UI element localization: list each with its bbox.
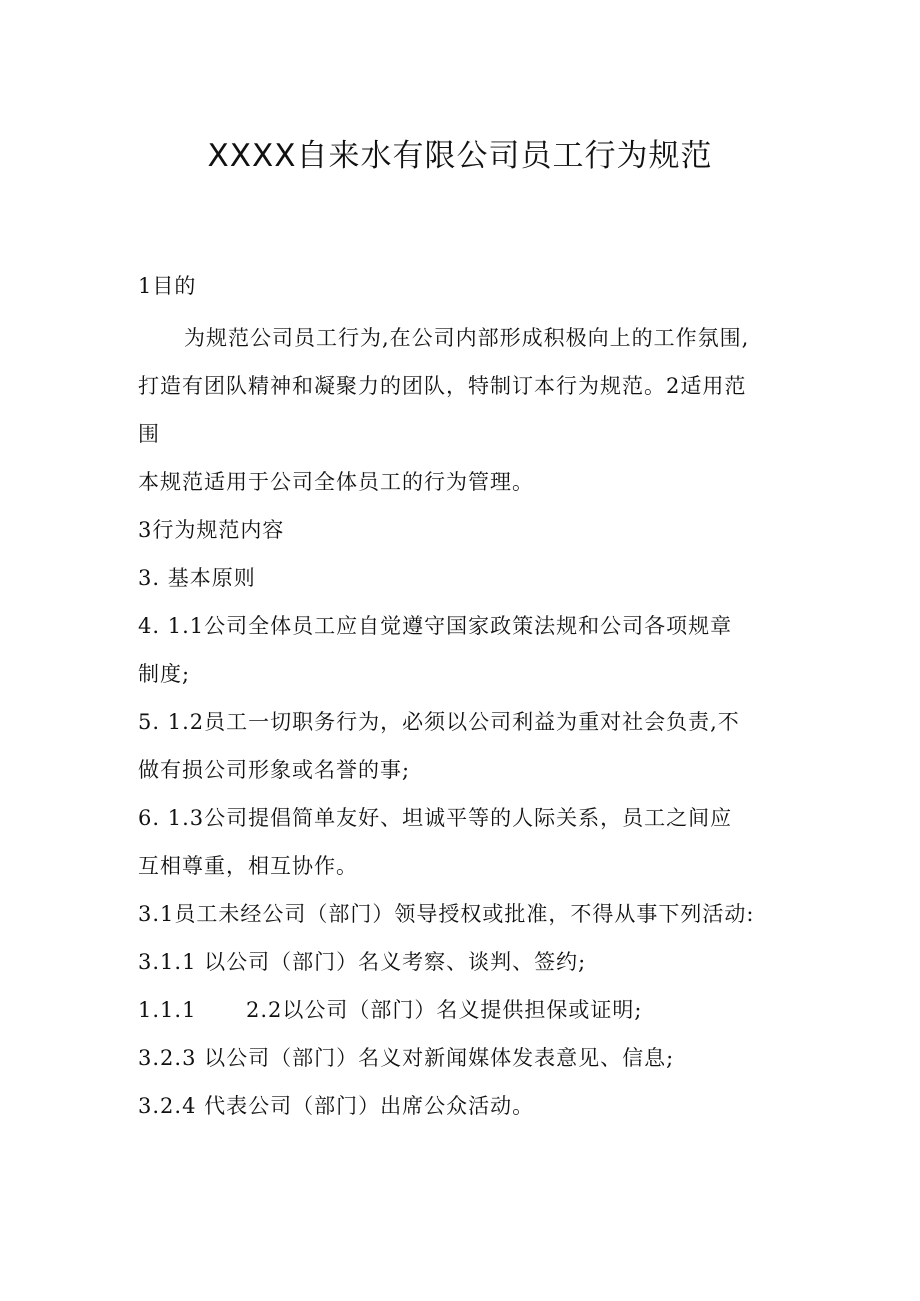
clause-line: 4. 1.1公司全体员工应自觉遵守国家政策法规和公司各项规章 [138,614,733,638]
clause-line: 做有损公司形象或名誉的事; [138,758,411,782]
clause-line: 3.1员工未经公司（部门）领导授权或批准，不得从事下列活动: [138,902,755,926]
subsection-heading: 3. 基本原则 [138,566,256,590]
section-heading-content: 3行为规范内容 [138,518,285,542]
clause-number: 1.1.1 [138,998,197,1022]
clause-line: 5. 1.2员工一切职务行为，必须以公司利益为重对社会负责,不 [138,710,740,734]
paragraph-line: 打造有团队精神和凝聚力的团队，特制订本行为规范。2适用范 [138,374,747,398]
document-title: XXXX自来水有限公司员工行为规范 [207,138,713,174]
document-body [138,262,783,1130]
clause-line [138,986,783,1034]
paragraph-line: 为规范公司员工行为,在公司内部形成积极向上的工作氛围, [184,326,750,350]
clause-line: 3.2.4 代表公司（部门）出席公众活动。 [138,1094,535,1118]
section-heading-purpose: 1目的 [138,274,197,298]
paragraph-line: 围 [138,422,160,446]
clause-text: 2.2以公司（部门）名义提供担保或证明; [246,998,643,1022]
clause-line: 制度; [138,662,191,686]
clause-line: 3.1.1 以公司（部门）名义考察、谈判、签约; [138,950,587,974]
paragraph-line: 本规范适用于公司全体员工的行为管理。 [138,470,534,494]
clause-line: 6. 1.3公司提倡简单友好、坦诚平等的人际关系，员工之间应 [138,806,733,830]
clause-line: 互相尊重，相互协作。 [138,854,358,878]
clause-line: 3.2.3 以公司（部门）名义对新闻媒体发表意见、信息; [138,1046,675,1070]
